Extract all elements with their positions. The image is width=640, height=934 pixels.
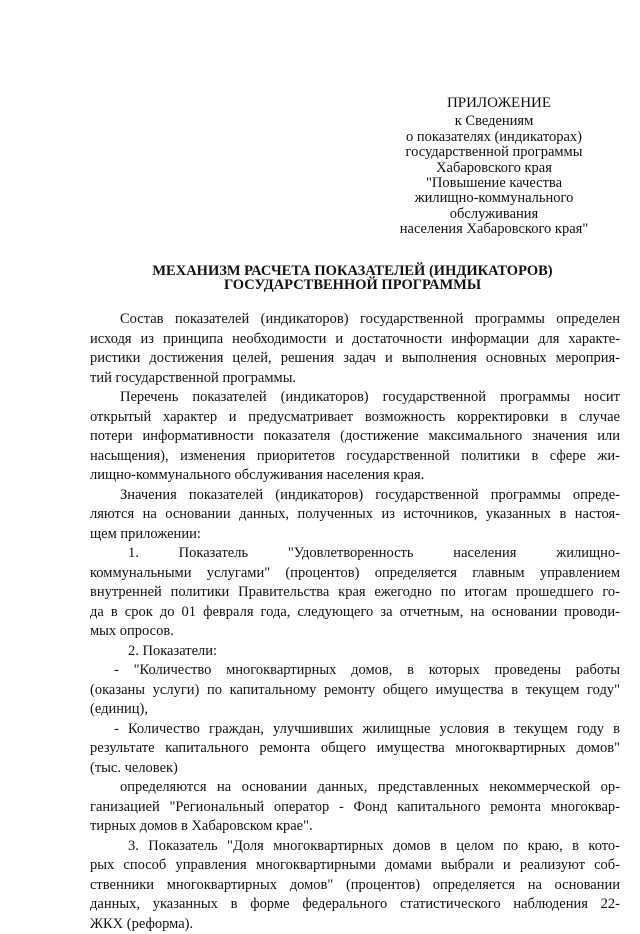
body-line: (оказаны услуги) по капитальному ремонту общего имущества в текущем году" [90,681,620,701]
body-line: ственники многоквартирных домов" (процентов) определяется на основании [90,876,620,896]
body-line: - "Количество многоквартирных домов, в которых проведены работы [90,661,620,681]
appendix-line: обслуживания [360,207,628,222]
appendix-heading: ПРИЛОЖЕНИЕ [360,96,628,111]
body-line: тирных домов в Хабаровском крае". [90,817,620,837]
body-line: Состав показателей (индикаторов) государственной программы определен [90,310,620,330]
appendix-line: государственной программы [360,145,628,160]
body-line: (единиц), [90,700,620,720]
body-line: - Количество граждан, улучшивших жилищные условия в текущем году в [90,720,620,740]
appendix-line: о показателях (индикаторах) [360,130,628,145]
body-line: исходя из принципа необходимости и достаточности информации для характе- [90,330,620,350]
appendix-line: жилищно-коммунального [360,191,628,206]
body-line: данных, указанных в форме федерального статистического наблюдения 22- [90,895,620,915]
body-line: (тыс. человек) [90,759,620,779]
body-line: ристики достижения целей, решения задач и выполнения основных мероприя- [90,349,620,369]
body-line: тий государственной программы. [90,369,620,389]
body-line: ЖКХ (реформа). [90,915,620,934]
title-line-2: ГОСУДАРСТВЕННОЙ ПРОГРАММЫ [100,278,605,292]
body-line: открытый характер и предусматривает возможность корректировки в случае [90,408,620,428]
body-line: мых опросов. [90,622,620,642]
body-line: 3. Показатель "Доля многоквартирных домов в целом по краю, в кото- [90,837,620,857]
appendix-line: "Повышение качества [360,176,628,191]
body-line: Значения показателей (индикаторов) государственной программы опреде- [90,486,620,506]
body-line: потери информативности показателя (достижение максимального значения или [90,427,620,447]
body-line: результате капитального ремонта общего имущества многоквартирных домов" [90,739,620,759]
body-line: Перечень показателей (индикаторов) государственной программы носит [90,388,620,408]
body-line: да в срок до 01 февраля года, следующего за отчетным, на основании проводи- [90,603,620,623]
appendix-line: населения Хабаровского края" [360,222,628,237]
body-line: насыщения), изменения приоритетов государственной политики в сфере жи- [90,447,620,467]
appendix-block [360,96,628,238]
body-line: ганизацией "Региональный оператор - Фонд капитального ремонта многоквар- [90,798,620,818]
body-line: 2. Показатели: [90,642,620,662]
document-title [100,264,605,292]
appendix-line: Хабаровского края [360,161,628,176]
body-line: ляются на основании данных, полученных из источников, указанных в настоя- [90,505,620,525]
document-body [90,310,620,934]
body-line: щем приложении: [90,525,620,545]
body-line: 1. Показатель "Удовлетворенность населения жилищно- [90,544,620,564]
body-line: определяются на основании данных, представленных некоммерческой ор- [90,778,620,798]
body-line: внутренней политики Правительства края ежегодно по итогам прошедшего го- [90,583,620,603]
appendix-line: к Сведениям [360,114,628,129]
body-line: лищно-коммунального обслуживания населения края. [90,466,620,486]
body-line: рых способ управления многоквартирными домами выбрали и реализуют соб- [90,856,620,876]
title-line-1: МЕХАНИЗМ РАСЧЕТА ПОКАЗАТЕЛЕЙ (ИНДИКАТОРОВ) [100,264,605,278]
body-line: коммунальными услугами" (процентов) определяется главным управлением [90,564,620,584]
